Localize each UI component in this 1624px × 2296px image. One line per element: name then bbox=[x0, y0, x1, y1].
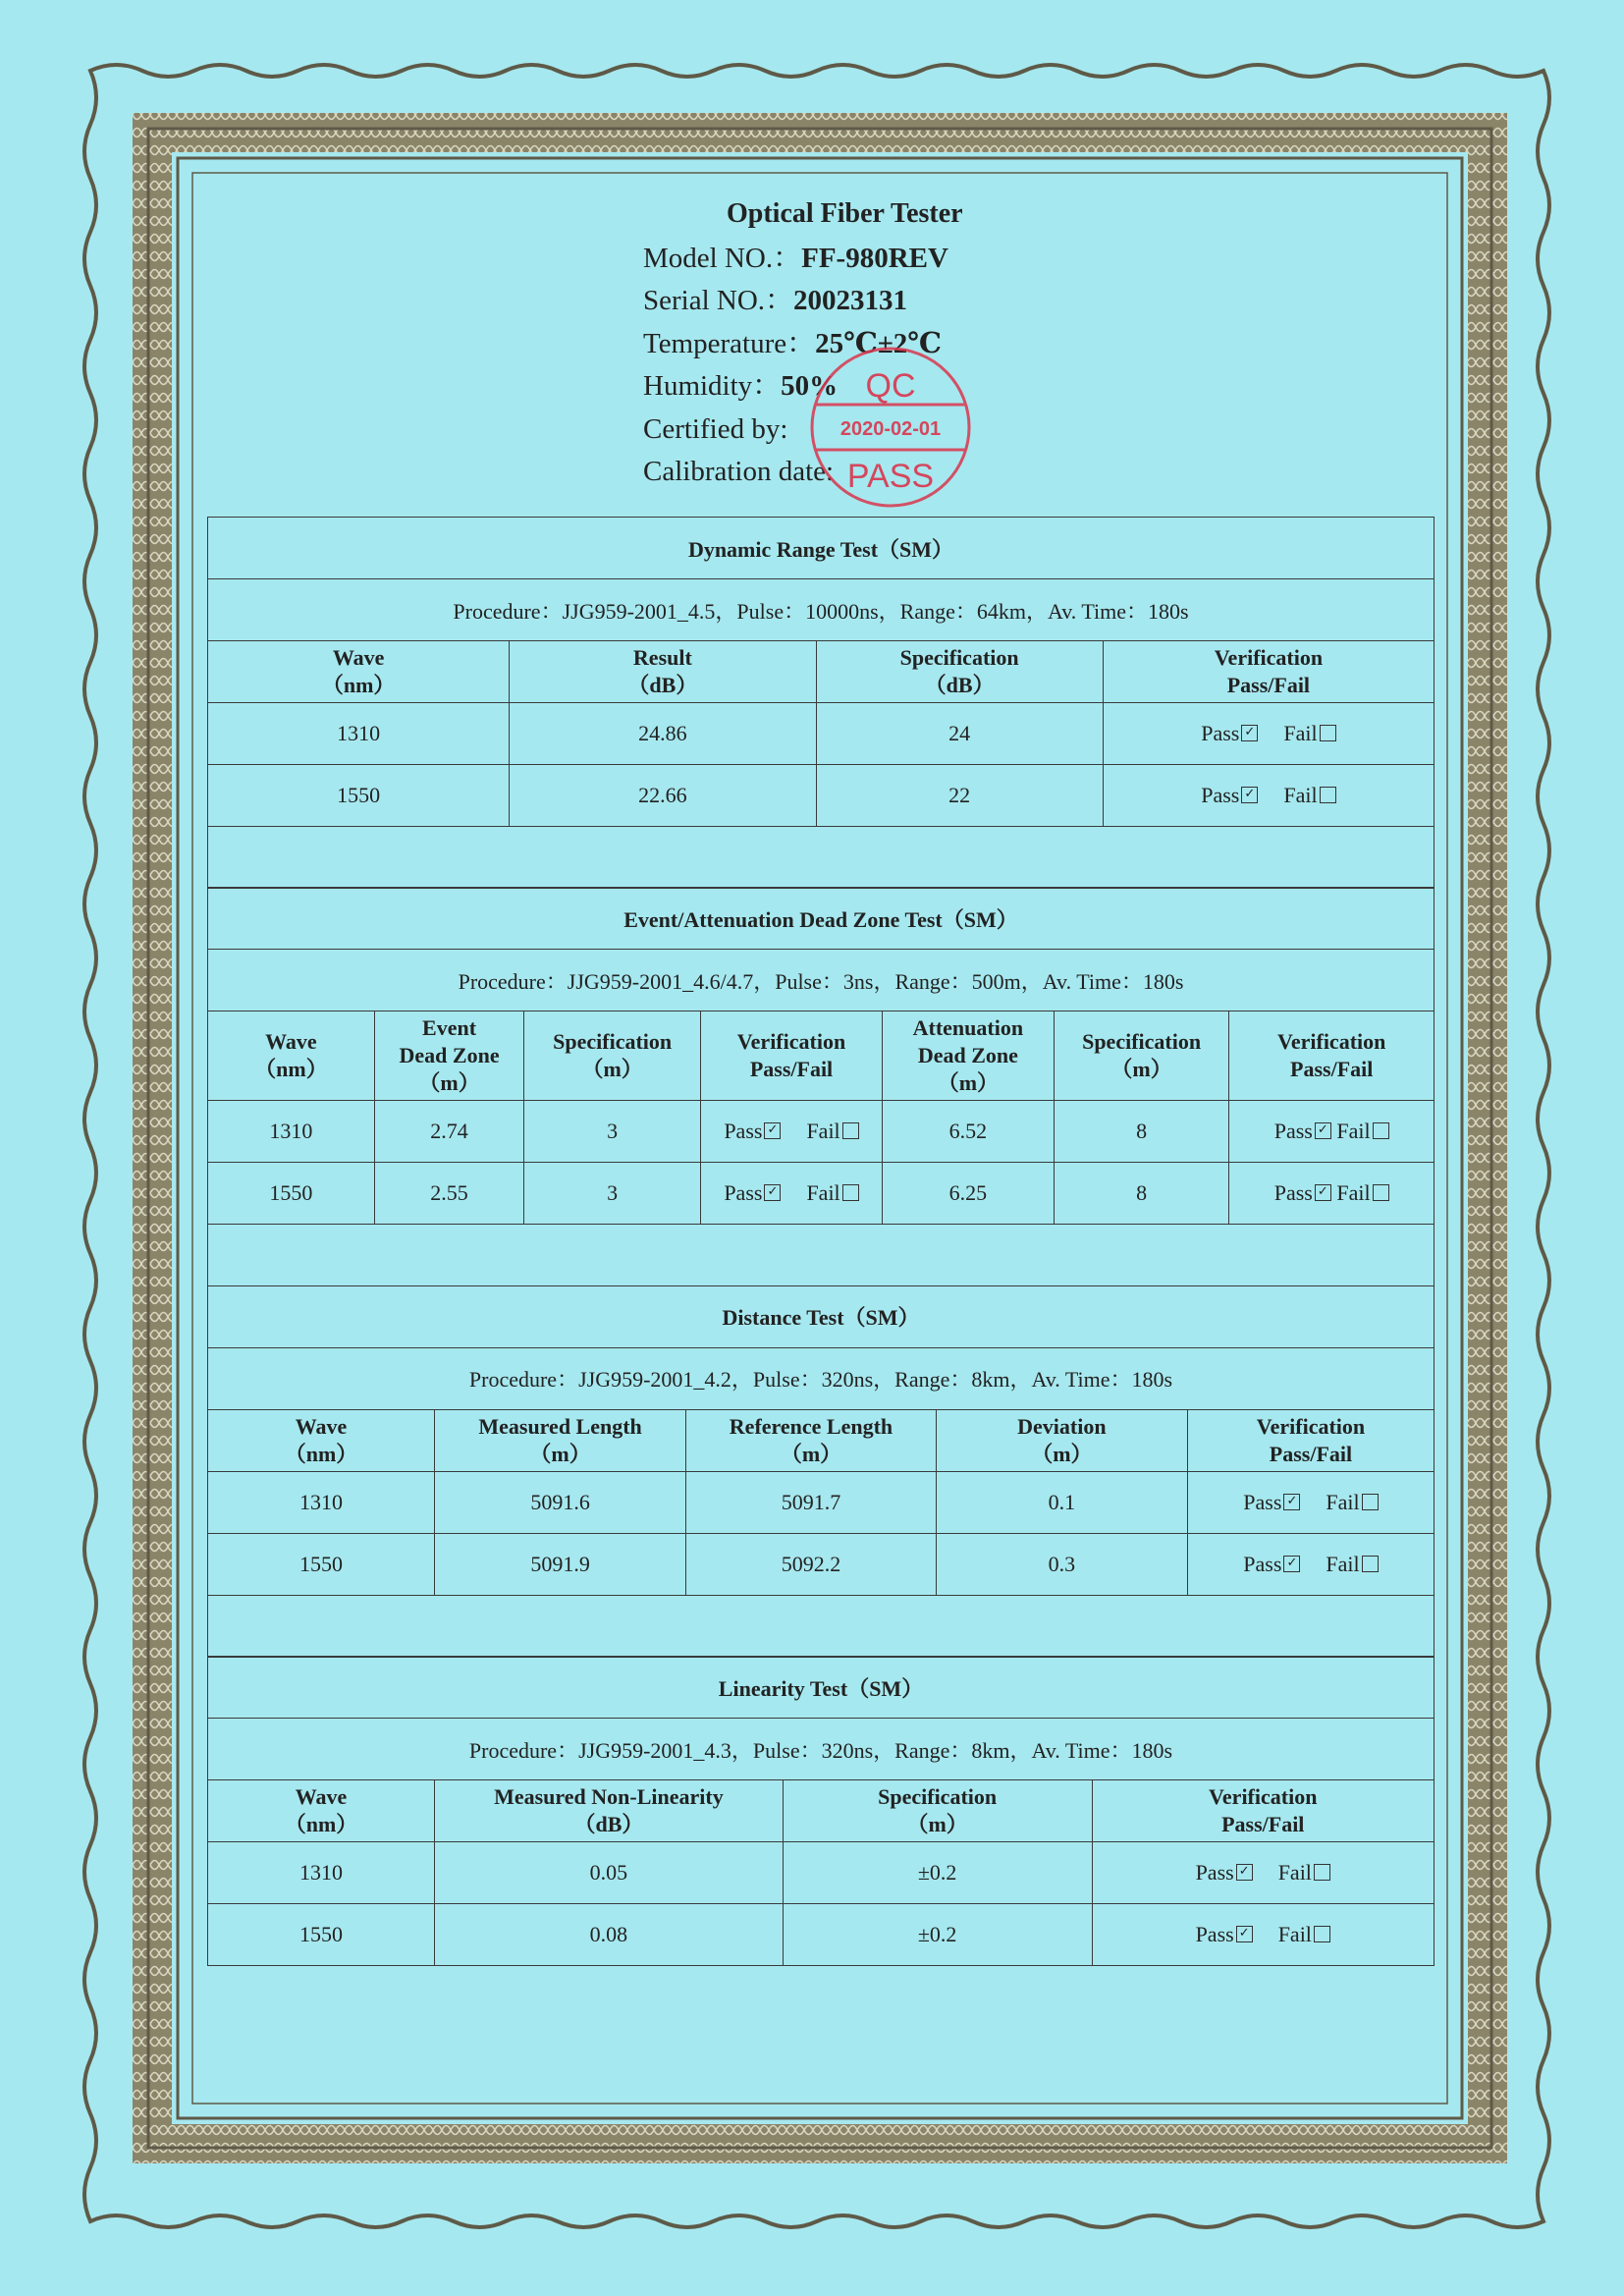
pass-checkbox[interactable] bbox=[1236, 1926, 1253, 1942]
pass-fail-cell: Pass✓ Fail bbox=[701, 1163, 883, 1225]
certificate-title: Optical Fiber Tester bbox=[727, 198, 963, 229]
pass-checkbox[interactable] bbox=[1241, 725, 1258, 741]
pass-checkbox[interactable] bbox=[1236, 1864, 1253, 1881]
serial-value: 20023131 bbox=[793, 285, 908, 316]
dead-zone-title: Event/Attenuation Dead Zone Test（SM） bbox=[208, 888, 1435, 950]
reference-cell: 5092.2 bbox=[686, 1533, 937, 1595]
wave-cell: 1310 bbox=[208, 1471, 435, 1533]
humidity-label: Humidity： bbox=[643, 370, 782, 402]
spec-cell: 8 bbox=[1054, 1101, 1229, 1163]
humidity-line bbox=[643, 365, 1330, 409]
spec-cell: 3 bbox=[524, 1101, 701, 1163]
certified-label: Certified by: bbox=[643, 412, 788, 445]
spec-cell: 24 bbox=[816, 703, 1103, 765]
measured-cell: 5091.6 bbox=[435, 1471, 686, 1533]
header-verification-2: Verification Pass/Fail bbox=[1229, 1011, 1435, 1101]
header-specification-2: Specification （m） bbox=[1054, 1011, 1229, 1101]
header-verification: Verification Pass/Fail bbox=[701, 1011, 883, 1101]
qc-pass-stamp bbox=[807, 344, 974, 511]
spacer-row bbox=[208, 1595, 1435, 1657]
header-wave: Wave （nm） bbox=[208, 1409, 435, 1471]
table-row bbox=[208, 1842, 1435, 1904]
spacer-row bbox=[208, 1225, 1435, 1286]
header-wave: Wave （nm） bbox=[208, 1780, 435, 1842]
pass-fail-cell: Pass✓ Fail bbox=[1092, 1904, 1435, 1966]
header-reference-length: Reference Length （m） bbox=[686, 1409, 937, 1471]
pass-fail-cell: Pass✓ Fail bbox=[701, 1101, 883, 1163]
pass-checkbox[interactable] bbox=[1241, 787, 1258, 803]
test-results bbox=[207, 517, 1435, 1966]
table-row bbox=[208, 1533, 1435, 1595]
attenuation-cell: 6.25 bbox=[882, 1163, 1054, 1225]
table-row bbox=[208, 703, 1435, 765]
pass-fail-cell: Pass✓ Fail bbox=[1103, 765, 1434, 827]
spec-cell: 22 bbox=[816, 765, 1103, 827]
temperature-value: 25℃±2℃ bbox=[815, 327, 943, 359]
header-specification: Specification （m） bbox=[783, 1780, 1092, 1842]
measured-cell: 0.08 bbox=[435, 1904, 784, 1966]
model-label: Model NO.： bbox=[643, 242, 802, 274]
linearity-title: Linearity Test（SM） bbox=[208, 1657, 1435, 1719]
header-deviation: Deviation （m） bbox=[936, 1409, 1187, 1471]
pass-fail-cell: Pass✓ Fail bbox=[1229, 1163, 1435, 1225]
fail-checkbox[interactable] bbox=[842, 1122, 859, 1139]
certified-line bbox=[643, 409, 1330, 452]
wave-cell: 1550 bbox=[208, 765, 510, 827]
table-row bbox=[208, 1904, 1435, 1966]
fail-checkbox[interactable] bbox=[1373, 1122, 1389, 1139]
distance-procedure: Procedure：JJG959-2001_4.2，Pulse：320ns，Range：8km，Av. Time：180s bbox=[208, 1347, 1435, 1409]
dynamic-range-title: Dynamic Range Test（SM） bbox=[208, 518, 1435, 579]
wave-cell: 1550 bbox=[208, 1904, 435, 1966]
result-cell: 24.86 bbox=[510, 703, 816, 765]
header-wave: Wave （nm） bbox=[208, 1011, 375, 1101]
spec-cell: 8 bbox=[1054, 1163, 1229, 1225]
table-row bbox=[208, 765, 1435, 827]
dead-zone-procedure: Procedure：JJG959-2001_4.6/4.7，Pulse：3ns，Range：500m，Av. Time：180s bbox=[208, 950, 1435, 1011]
header-specification: Specification （m） bbox=[524, 1011, 701, 1101]
fail-checkbox[interactable] bbox=[1362, 1556, 1379, 1572]
fail-checkbox[interactable] bbox=[1362, 1494, 1379, 1510]
event-cell: 2.55 bbox=[374, 1163, 523, 1225]
deviation-cell: 0.3 bbox=[936, 1533, 1187, 1595]
pass-checkbox[interactable] bbox=[764, 1184, 781, 1201]
header-verification: Verification Pass/Fail bbox=[1187, 1409, 1434, 1471]
serial-label: Serial NO.： bbox=[643, 285, 794, 316]
distance-title: Distance Test（SM） bbox=[208, 1285, 1435, 1347]
measured-cell: 5091.9 bbox=[435, 1533, 686, 1595]
certificate-header bbox=[643, 192, 1330, 494]
result-cell: 22.66 bbox=[510, 765, 816, 827]
wave-cell: 1310 bbox=[208, 703, 510, 765]
pass-checkbox[interactable] bbox=[1315, 1184, 1331, 1201]
spacer-row bbox=[208, 827, 1435, 889]
header-wave: Wave （nm） bbox=[208, 641, 510, 703]
pass-fail-cell: Pass✓ Fail bbox=[1103, 703, 1434, 765]
stamp-date-text: 2020-02-01 bbox=[839, 418, 942, 440]
distance-table bbox=[207, 1285, 1435, 1658]
dynamic-range-table bbox=[207, 517, 1435, 889]
reference-cell: 5091.7 bbox=[686, 1471, 937, 1533]
table-row bbox=[208, 1163, 1435, 1225]
header-verification: Verification Pass/Fail bbox=[1103, 641, 1434, 703]
stamp-top-text: QC bbox=[865, 367, 916, 405]
fail-checkbox[interactable] bbox=[1373, 1184, 1389, 1201]
fail-checkbox[interactable] bbox=[1314, 1926, 1330, 1942]
wave-cell: 1310 bbox=[208, 1101, 375, 1163]
header-measured-length: Measured Length （m） bbox=[435, 1409, 686, 1471]
pass-fail-cell: Pass✓ Fail bbox=[1187, 1471, 1434, 1533]
linearity-table bbox=[207, 1656, 1435, 1966]
pass-fail-cell: Pass✓ Fail bbox=[1187, 1533, 1434, 1595]
fail-checkbox[interactable] bbox=[842, 1184, 859, 1201]
fail-checkbox[interactable] bbox=[1320, 725, 1336, 741]
calibration-line bbox=[643, 451, 1330, 494]
header-event-dead-zone: Event Dead Zone （m） bbox=[374, 1011, 523, 1101]
wave-cell: 1550 bbox=[208, 1533, 435, 1595]
model-value: FF-980REV bbox=[801, 242, 948, 274]
measured-cell: 0.05 bbox=[435, 1842, 784, 1904]
humidity-value: 50% bbox=[781, 370, 839, 402]
temperature-line bbox=[643, 323, 1330, 366]
event-cell: 2.74 bbox=[374, 1101, 523, 1163]
stamp-bottom-text: PASS bbox=[846, 458, 935, 495]
attenuation-cell: 6.52 bbox=[882, 1101, 1054, 1163]
spec-cell: 3 bbox=[524, 1163, 701, 1225]
header-specification: Specification （dB） bbox=[816, 641, 1103, 703]
fail-checkbox[interactable] bbox=[1320, 787, 1336, 803]
wave-cell: 1310 bbox=[208, 1842, 435, 1904]
deviation-cell: 0.1 bbox=[936, 1471, 1187, 1533]
spec-cell: ±0.2 bbox=[783, 1904, 1092, 1966]
pass-checkbox[interactable] bbox=[1315, 1122, 1331, 1139]
pass-checkbox[interactable] bbox=[764, 1122, 781, 1139]
model-line bbox=[643, 238, 1330, 281]
dynamic-range-procedure: Procedure：JJG959-2001_4.5，Pulse：10000ns，Range：64km，Av. Time：180s bbox=[208, 579, 1435, 641]
calibration-label: Calibration date: bbox=[643, 456, 835, 487]
spec-cell: ±0.2 bbox=[783, 1842, 1092, 1904]
header-result: Result （dB） bbox=[510, 641, 816, 703]
header-attenuation-dead-zone: Attenuation Dead Zone （m） bbox=[882, 1011, 1054, 1101]
serial-line bbox=[643, 280, 1330, 323]
pass-fail-cell: Pass✓ Fail bbox=[1229, 1101, 1435, 1163]
wave-cell: 1550 bbox=[208, 1163, 375, 1225]
pass-checkbox[interactable] bbox=[1283, 1556, 1300, 1572]
dead-zone-table bbox=[207, 887, 1435, 1286]
table-row bbox=[208, 1101, 1435, 1163]
linearity-procedure: Procedure：JJG959-2001_4.3，Pulse：320ns，Range：8km，Av. Time：180s bbox=[208, 1719, 1435, 1780]
fail-checkbox[interactable] bbox=[1314, 1864, 1330, 1881]
pass-checkbox[interactable] bbox=[1283, 1494, 1300, 1510]
table-row bbox=[208, 1471, 1435, 1533]
header-measured-non-linearity: Measured Non-Linearity （dB） bbox=[435, 1780, 784, 1842]
temperature-label: Temperature： bbox=[643, 327, 816, 359]
header-verification: Verification Pass/Fail bbox=[1092, 1780, 1435, 1842]
pass-fail-cell: Pass✓ Fail bbox=[1092, 1842, 1435, 1904]
